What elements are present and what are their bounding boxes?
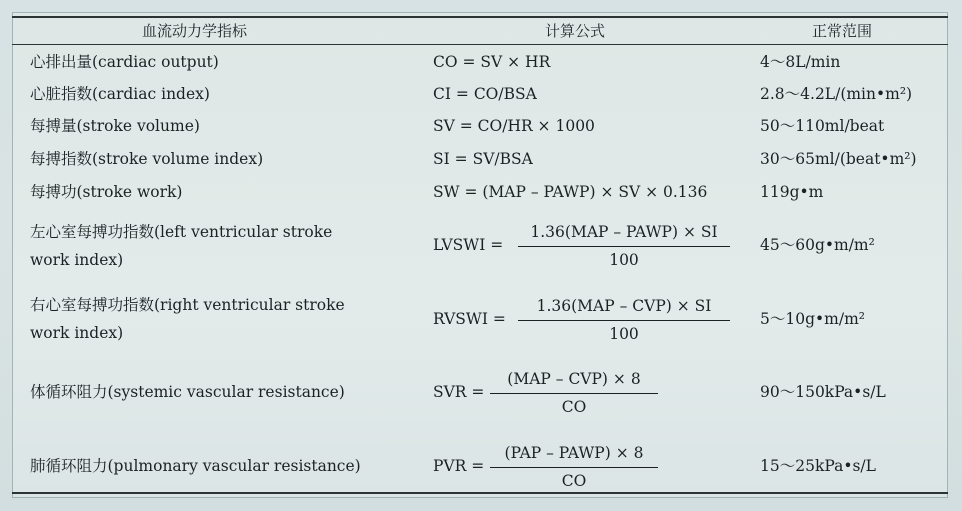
row-range: 5～10g•m/m²	[760, 310, 865, 328]
formula-denominator: 100	[609, 325, 639, 343]
row-range: 45～60g•m/m²	[760, 236, 875, 254]
formula-denominator: CO	[561, 398, 587, 416]
header-range: 正常范围	[812, 22, 873, 40]
header-indicator: 血流动力学指标	[142, 22, 248, 40]
header-bottom-rule	[12, 44, 948, 45]
row-range: 2.8～4.2L/(min•m²)	[760, 85, 913, 103]
row-range: 30～65ml/(beat•m²)	[760, 150, 917, 168]
row-name: 肺循环阻力(pulmonary vascular resistance)	[30, 457, 361, 475]
row-name: 心脏指数(cardiac index)	[30, 85, 210, 103]
fraction-bar	[490, 467, 658, 468]
row-name: 每搏功(stroke work)	[30, 183, 183, 201]
row-range: 50～110ml/beat	[760, 117, 885, 135]
row-range: 4～8L/min	[760, 53, 841, 71]
row-name: 每搏指数(stroke volume index)	[30, 150, 264, 168]
row-name-line1: 左心室每搏功指数(left ventricular stroke	[30, 223, 333, 241]
row-name-line2: work index)	[30, 324, 124, 342]
row-range: 90～150kPa•s/L	[760, 383, 886, 401]
formula-numerator: 1.36(MAP – PAWP) × SI	[530, 223, 718, 241]
row-formula: CI = CO/BSA	[433, 85, 537, 103]
row-name: 每搏量(stroke volume)	[30, 117, 200, 135]
footer-rule	[12, 492, 948, 494]
row-formula: CO = SV × HR	[433, 53, 551, 71]
formula-denominator: 100	[609, 251, 639, 269]
row-formula: SV = CO/HR × 1000	[433, 117, 595, 135]
fraction-bar	[518, 246, 730, 247]
formula-numerator: (PAP – PAWP) × 8	[504, 444, 644, 462]
row-formula: SI = SV/BSA	[433, 150, 533, 168]
row-range: 15～25kPa•s/L	[760, 457, 876, 475]
formula-numerator: (MAP – CVP) × 8	[507, 370, 641, 388]
row-name-line1: 右心室每搏功指数(right ventricular stroke	[30, 296, 345, 314]
row-name: 体循环阻力(systemic vascular resistance)	[30, 383, 345, 401]
row-name-line2: work index)	[30, 251, 124, 269]
row-name: 心排出量(cardiac output)	[30, 53, 219, 71]
formula-lhs: PVR =	[433, 457, 485, 475]
fraction-bar	[490, 393, 658, 394]
formula-numerator: 1.36(MAP – CVP) × SI	[536, 297, 712, 315]
row-range: 119g•m	[760, 183, 824, 201]
formula-lhs: LVSWI =	[433, 236, 504, 254]
formula-lhs: SVR =	[433, 383, 485, 401]
formula-denominator: CO	[561, 472, 587, 490]
row-formula: SW = (MAP – PAWP) × SV × 0.136	[433, 183, 708, 201]
header-formula: 计算公式	[545, 22, 606, 40]
formula-lhs: RVSWI =	[433, 310, 506, 328]
fraction-bar	[518, 320, 730, 321]
